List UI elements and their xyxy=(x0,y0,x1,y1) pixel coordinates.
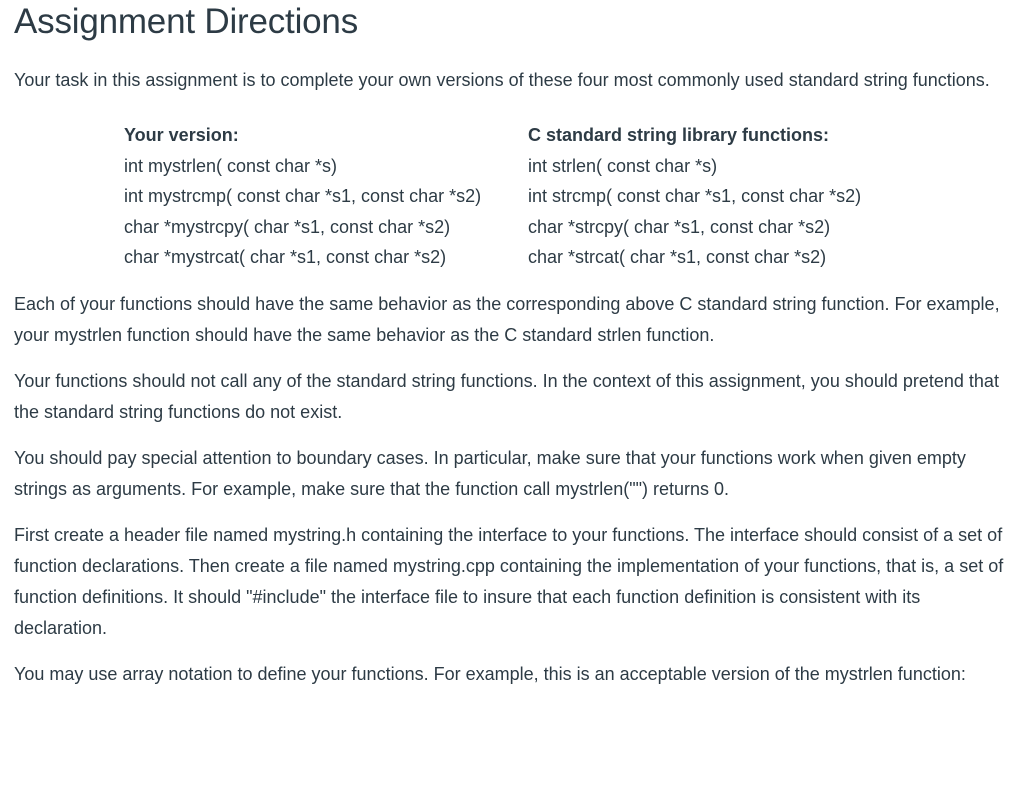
table-row xyxy=(124,242,861,273)
standard-function-signature: char *strcpy( char *s1, const char *s2) xyxy=(528,216,831,237)
header-standard-functions: C standard string library functions: xyxy=(528,125,830,146)
table-row xyxy=(124,212,861,243)
array-notation-paragraph: You may use array notation to define your functions. For example, this is an acceptable version of the mystrlen function: xyxy=(14,663,966,684)
behavior-paragraph: Each of your functions should have the same behavior as the corresponding above C standard string function. For example, your mystrlen function should have the same behavior as the C standard strlen function. xyxy=(14,293,1000,345)
your-function-signature: char *mystrcat( char *s1, const char *s2) xyxy=(124,247,447,268)
function-table xyxy=(124,120,861,273)
boundary-cases-paragraph: You should pay special attention to boundary cases. In particular, make sure that your functions work when given empty strings as arguments. For example, make sure that the function call mystrlen("") returns 0. xyxy=(14,447,966,499)
restriction-paragraph: Your functions should not call any of the standard string functions. In the context of this assignment, you should pretend that the standard string functions do not exist. xyxy=(14,370,999,422)
page-title: Assignment Directions xyxy=(14,2,358,41)
your-function-signature: int mystrlen( const char *s) xyxy=(124,155,338,176)
your-function-signature: int mystrcmp( const char *s1, const char *s2) xyxy=(124,186,482,207)
intro-paragraph: Your task in this assignment is to complete your own versions of these four most commonly used standard string functions. xyxy=(14,70,990,90)
table-row xyxy=(124,181,861,212)
standard-function-signature: int strcmp( const char *s1, const char *s2) xyxy=(528,186,862,207)
table-header-row xyxy=(124,120,861,151)
header-your-version: Your version: xyxy=(124,125,239,146)
your-function-signature: char *mystrcpy( char *s1, const char *s2) xyxy=(124,216,451,237)
standard-function-signature: int strlen( const char *s) xyxy=(528,155,718,176)
files-paragraph: First create a header file named mystring.h containing the interface to your functions. The interface should consist of a set of function declarations. Then create a file named mystring.cpp containing the implementation of your functions, that is, a set of function definitions. It should "#include" the interface file to insure that each function definition is consistent with its declaration. xyxy=(14,524,1004,638)
table-row xyxy=(124,151,861,182)
standard-function-signature: char *strcat( char *s1, const char *s2) xyxy=(528,247,827,268)
